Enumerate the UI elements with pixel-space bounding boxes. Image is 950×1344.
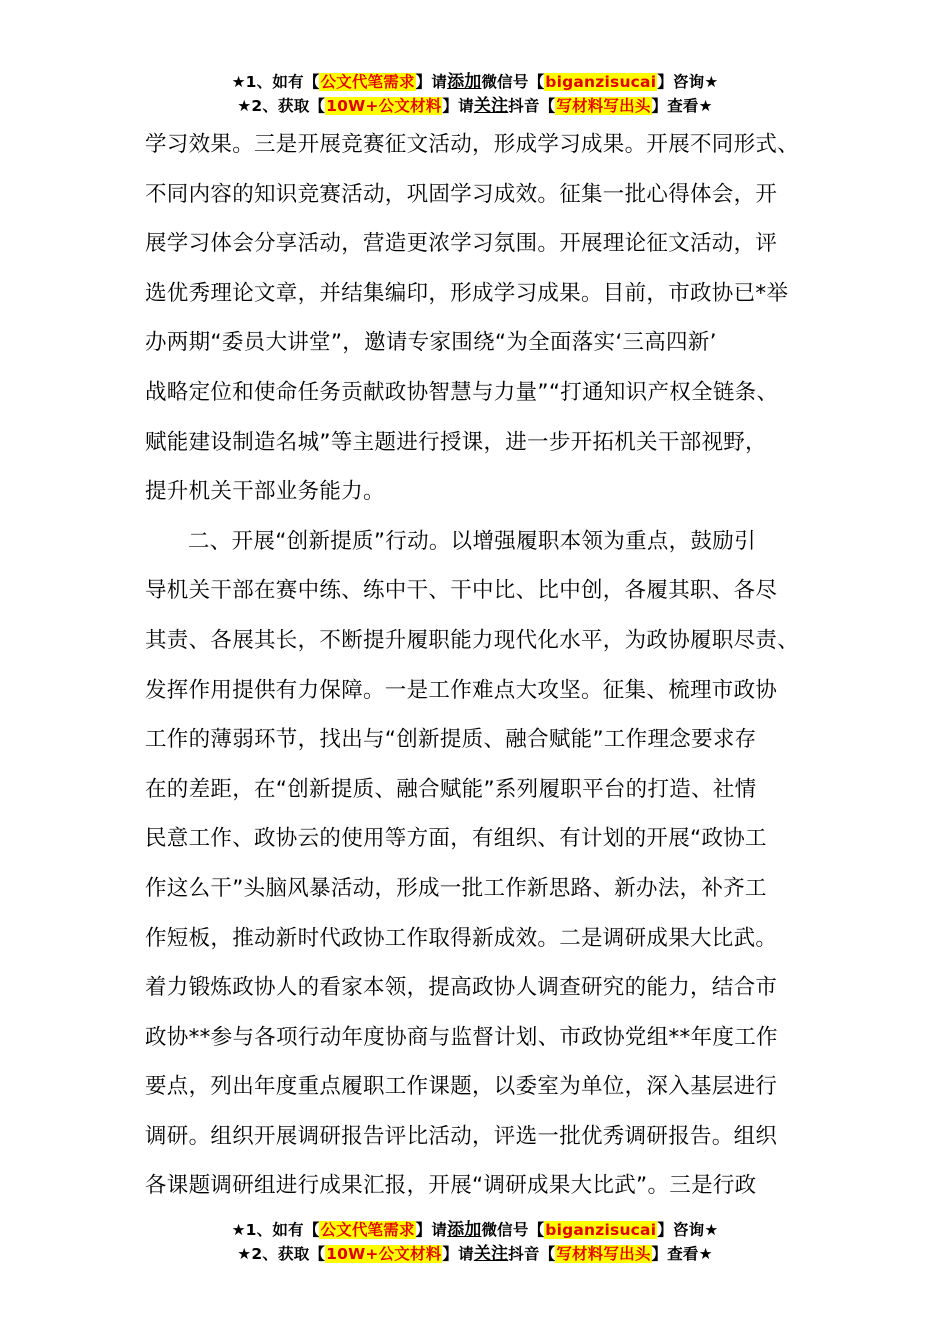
highlight-text: 10W+公文材料	[326, 97, 442, 115]
body-line: 办两期“委员大讲堂”，邀请专家围绕“为全面落实‘三高四新’	[145, 330, 717, 356]
header-text: 微信号【	[481, 73, 545, 91]
highlight-text: 10W+公文材料	[326, 1245, 442, 1263]
header-text: ★2、获取【	[237, 97, 326, 115]
body-line: 战略定位和使命任务贡献政协智慧与力量”“打通知识产权全链条、	[145, 379, 779, 405]
body-line: 发挥作用提供有力保障。一是工作难点大攻坚。征集、梳理市政协	[145, 677, 778, 703]
header-line-1	[0, 70, 950, 94]
highlight-text: 公文代笔需求	[320, 73, 415, 91]
footer-text: 】查看★	[651, 1245, 713, 1263]
header-text: 】咨询★	[657, 73, 719, 91]
footer-text: 微信号【	[481, 1221, 545, 1239]
highlight-text: biganzisucai	[545, 73, 657, 91]
footer-text: ★1、如有【	[231, 1221, 320, 1239]
body-line: 作这么干”头脑风暴活动，形成一批工作新思路、新办法，补齐工	[145, 875, 767, 901]
emphasis-text: 关注	[473, 1244, 509, 1264]
header-text: ★1、如有【	[231, 73, 320, 91]
highlight-text: biganzisucai	[545, 1221, 657, 1239]
highlight-text: 写材料写出头	[556, 97, 651, 115]
body-line: 提升机关干部业务能力。	[145, 479, 385, 505]
body-line: 政协**参与各项行动年度协商与监督计划、市政协党组**年度工作	[145, 1024, 778, 1050]
body-line: 在的差距，在“创新提质、融合赋能”系列履职平台的打造、社情	[145, 776, 757, 802]
body-line: 不同内容的知识竞赛活动，巩固学习成效。征集一批心得体会，开	[145, 181, 778, 207]
body-line: 学习效果。三是开展竞赛征文活动，形成学习成果。开展不同形式、	[145, 132, 800, 157]
body-line: 选优秀理论文章，并结集编印，形成学习成果。目前，市政协已*举	[145, 280, 789, 306]
body-line: 其责、各展其长，不断提升履职能力现代化水平，为政协履职尽责、	[145, 627, 800, 653]
paragraph-start-line: 二、开展“创新提质”行动。以增强履职本领为重点，鼓励引	[188, 528, 756, 554]
emphasis-text: 关注	[473, 96, 509, 116]
body-line: 展学习体会分享活动，营造更浓学习氛围。开展理论征文活动，评	[145, 231, 778, 257]
header-line-2	[0, 94, 950, 118]
emphasis-text: 添加	[447, 72, 482, 92]
body-line: 调研。组织开展调研报告评比活动，评选一批优秀调研报告。组织	[145, 1123, 778, 1149]
footer-text: 】请	[415, 1221, 448, 1239]
body-line: 赋能建设制造名城”等主题进行授课，进一步开拓机关干部视野，	[145, 429, 767, 455]
emphasis-text: 添加	[447, 1220, 482, 1240]
footer-line-2	[0, 1242, 950, 1266]
highlight-text: 写材料写出头	[556, 1245, 651, 1263]
footer-text: ★2、获取【	[237, 1245, 326, 1263]
footer-banner	[0, 1218, 950, 1266]
body-line: 导机关干部在赛中练、练中干、干中比、比中创，各履其职、各尽	[145, 578, 778, 604]
header-text: 】请	[442, 97, 474, 115]
highlight-text: 公文代笔需求	[320, 1221, 415, 1239]
footer-text: 】咨询★	[657, 1221, 719, 1239]
header-text: 】请	[415, 73, 448, 91]
body-line: 作短板，推动新时代政协工作取得新成效。二是调研成果大比武。	[145, 925, 778, 951]
footer-text: 抖音【	[508, 1245, 556, 1263]
body-line: 着力锻炼政协人的看家本领，提高政协人调查研究的能力，结合市	[145, 975, 778, 1001]
document-body	[145, 120, 835, 1211]
body-line: 工作的薄弱环节，找出与“创新提质、融合赋能”工作理念要求存	[145, 727, 757, 753]
header-text: 】查看★	[651, 97, 713, 115]
body-line: 要点，列出年度重点履职工作课题，以委室为单位，深入基层进行	[145, 1074, 778, 1100]
body-line: 民意工作、政协云的使用等方面，有组织、有计划的开展“政协工	[145, 826, 767, 852]
header-banner	[0, 70, 950, 118]
footer-text: 】请	[442, 1245, 474, 1263]
body-line: 各课题调研组进行成果汇报，开展“调研成果大比武”。三是行政	[145, 1173, 757, 1199]
header-text: 抖音【	[508, 97, 556, 115]
footer-line-1	[0, 1218, 950, 1242]
